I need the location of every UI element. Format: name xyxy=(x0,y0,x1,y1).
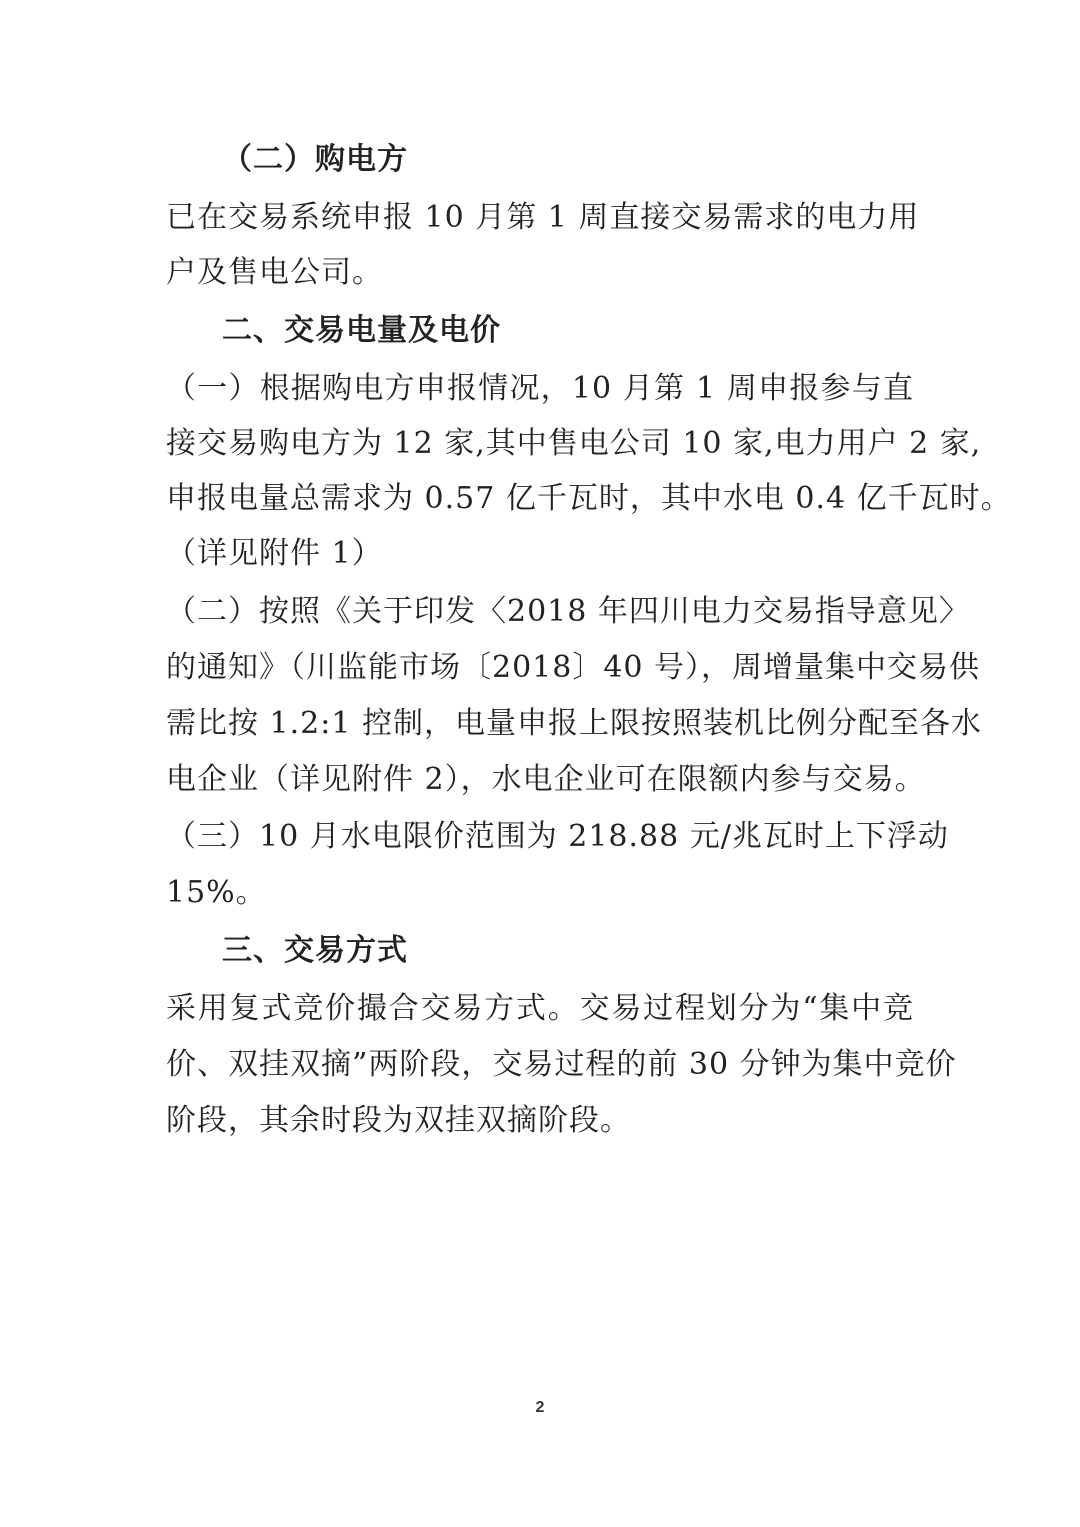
paragraph-line: 已在交易系统申报 10 月第 1 周直接交易需求的电力用 xyxy=(166,200,920,235)
paragraph-line: 15%。 xyxy=(166,875,267,910)
paragraph-line: （一）根据购电方申报情况，10 月第 1 周申报参与直 xyxy=(166,371,914,406)
paragraph-line: 的通知》（川监能市场〔2018〕40 号），周增量集中交易供 xyxy=(166,650,981,685)
paragraph-line: （二）按照《关于印发〈2018 年四川电力交易指导意见〉 xyxy=(166,594,970,629)
paragraph-line: 户及售电公司。 xyxy=(166,255,383,290)
paragraph-line: 接交易购电方为 12 家,其中售电公司 10 家,电力用户 2 家, xyxy=(166,426,982,461)
paragraph-line: 阶段，其余时段为双挂双摘阶段。 xyxy=(166,1103,631,1138)
section-heading-trading-method: 三、交易方式 xyxy=(222,933,408,968)
paragraph-line: 需比按 1.2:1 控制，电量申报上限按照装机比例分配至各水 xyxy=(166,706,982,741)
paragraph-line: 申报电量总需求为 0.57 亿千瓦时，其中水电 0.4 亿千瓦时。 xyxy=(166,481,1012,516)
paragraph-line: 电企业（详见附件 2），水电企业可在限额内参与交易。 xyxy=(166,762,926,797)
paragraph-line: （详见附件 1） xyxy=(166,536,383,571)
subsection-heading-buyer: （二）购电方 xyxy=(222,142,408,177)
paragraph-line: （三）10 月水电限价范围为 218.88 元/兆瓦时上下浮动 xyxy=(166,819,949,854)
section-heading-volume-price: 二、交易电量及电价 xyxy=(222,313,501,348)
page-number: 2 xyxy=(535,1399,545,1416)
paragraph-line: 价、双挂双摘”两阶段，交易过程的前 30 分钟为集中竞价 xyxy=(166,1047,957,1082)
paragraph-line: 采用复式竞价撮合交易方式。交易过程划分为“集中竞 xyxy=(166,991,914,1026)
